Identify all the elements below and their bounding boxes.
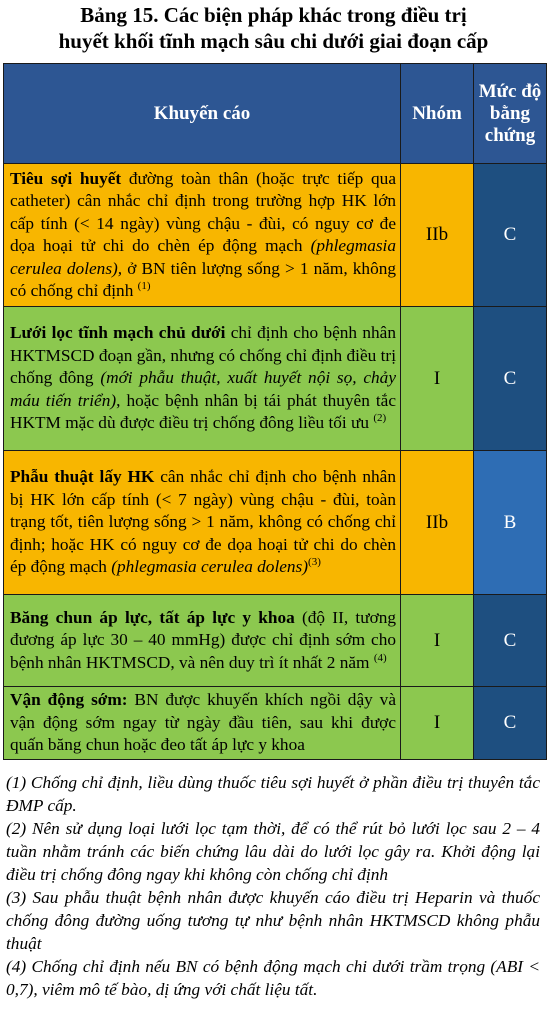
footnote-item: (4) Chống chỉ định nếu BN có bệnh động mạch chi dưới trầm trọng (ABI < 0,7), viêm mô tế bào, dị ứng với chất liệu tất. — [6, 957, 540, 999]
group-cell: IIb — [401, 164, 474, 307]
level-cell: C — [474, 595, 547, 687]
footnotes — [6, 771, 540, 1001]
recommendation-text: BN được khuyến khích ngồi dậy và vận động sớm ngay từ ngày đầu tiên, sau khi được quấn băng chun hoặc đeo tất áp lực y khoa — [10, 690, 396, 754]
recommendation-italic: (phlegmasia cerulea dolens) — [111, 557, 309, 577]
recommendation-bold: Vận động sớm: — [10, 690, 128, 709]
table-header-row — [4, 64, 547, 164]
footnote-ref: (1) — [137, 280, 151, 293]
footnote-ref: (4) — [373, 651, 387, 664]
recommendation-cell — [4, 687, 401, 760]
recommendation-text-2: ở BN tiên lượng sống > 1 năm, không có chống chỉ định — [10, 258, 396, 300]
header-level: Mức độ bằng chứng — [474, 64, 547, 164]
footnote-item: (3) Sau phẫu thuật bệnh nhân được khuyến cáo điều trị Heparin và thuốc chống đông đường uống tương tự như bệnh nhân HKTMSCD không phẫu thuật — [6, 888, 540, 953]
table-row — [4, 451, 547, 595]
footnote-item: (1) Chống chỉ định, liều dùng thuốc tiêu sợi huyết ở phần điều trị thuyên tắc ĐMP cấp. — [6, 773, 540, 815]
title-line-1: Bảng 15. Các biện pháp khác trong điều trị — [80, 3, 467, 27]
recommendation-cell — [4, 164, 401, 307]
recommendation-text: cân nhắc chỉ định cho bệnh nhân bị HK lớn cấp tính (< 7 ngày) vùng chậu - đùi, toàn trạng tốt, tiên lượng sống > 1 năm, không có chống chỉ định; hoặc HK có nguy cơ đe dọa hoại tử chi do chèn ép động mạch — [10, 467, 396, 577]
header-recommendation: Khuyến cáo — [4, 64, 401, 164]
recommendation-text: chỉ định cho bệnh nhân HKTMSCD đoạn gần, nhưng có chống chỉ định điều trị chống đông — [10, 323, 396, 388]
level-cell: C — [474, 307, 547, 451]
footnote-item: (2) Nên sử dụng loại lưới lọc tạm thời, để có thể rút bỏ lưới lọc sau 2 – 4 tuần nhằm tránh các biến chứng lâu dài do lưới lọc gây ra. Khởi động lại điều trị chống đông ngay khi không còn chống chỉ định — [6, 819, 540, 884]
recommendation-bold: Tiêu sợi huyết — [10, 168, 122, 188]
recommendation-cell — [4, 307, 401, 451]
level-cell: C — [474, 687, 547, 760]
recommendation-text-2: , hoặc bệnh nhân bị tái phát thuyên tắc HKTM mặc dù được điều trị chống đông liều tối ưu — [10, 390, 396, 433]
recommendation-text: đường toàn thân (hoặc trực tiếp qua catheter) cân nhắc chỉ định trong trường hợp HK lớn cấp tính (< 14 ngày) vùng chậu - đùi, có nguy cơ đe dọa hoại tử chi do chèn ép động mạch — [10, 168, 396, 255]
header-group: Nhóm — [401, 64, 474, 164]
table-row — [4, 595, 547, 687]
recommendation-italic: (mới phẫu thuật, xuất huyết nội sọ, chảy máu tiến triển) — [10, 368, 396, 410]
recommendation-bold: Lưới lọc tĩnh mạch chủ dưới — [10, 323, 226, 343]
table-row — [4, 164, 547, 307]
footnote-ref: (3) — [308, 556, 321, 569]
recommendation-italic: (phlegmasia cerulea dolens), — [10, 236, 396, 278]
recommendation-cell — [4, 451, 401, 595]
recommendation-bold: Băng chun áp lực, tất áp lực y khoa — [10, 607, 295, 627]
recommendation-bold: Phẫu thuật lấy HK — [10, 467, 155, 487]
level-cell: C — [474, 164, 547, 307]
recommendation-text: (độ II, tương đương áp lực 30 – 40 mmHg) được chỉ định sớm cho bệnh nhân HKTMSCD, và nên duy trì ít nhất 2 năm — [10, 607, 396, 672]
table-row — [4, 307, 547, 451]
group-cell: I — [401, 595, 474, 687]
group-cell: I — [401, 687, 474, 760]
table-title — [0, 0, 547, 54]
footnote-ref: (2) — [373, 412, 387, 425]
recommendation-cell — [4, 595, 401, 687]
title-line-2: huyết khối tĩnh mạch sâu chi dưới giai đoạn cấp — [58, 29, 489, 53]
table-row — [4, 687, 547, 760]
recommendation-table — [3, 63, 547, 760]
group-cell: I — [401, 307, 474, 451]
level-cell: B — [474, 451, 547, 595]
group-cell: IIb — [401, 451, 474, 595]
